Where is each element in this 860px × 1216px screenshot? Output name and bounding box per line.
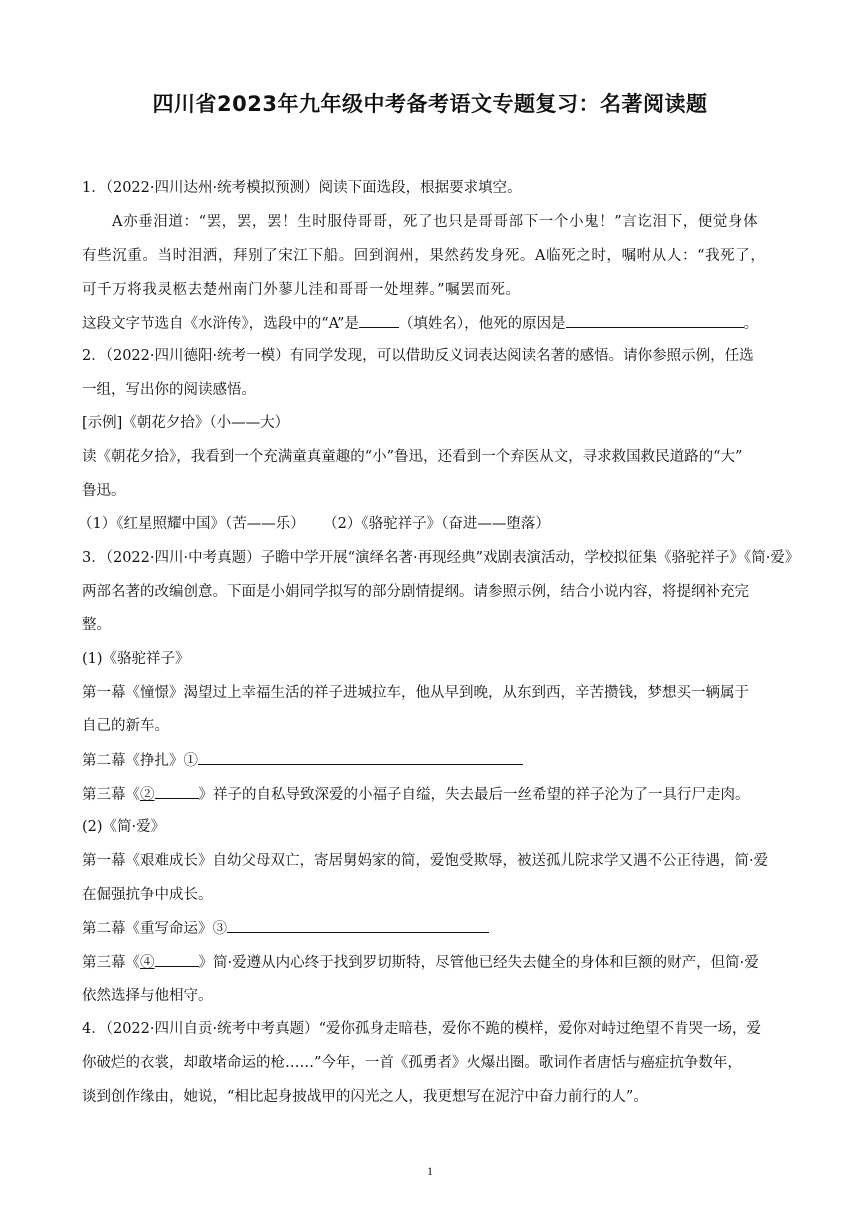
- q3-subheading: (1)《骆驼祥子》: [82, 651, 190, 667]
- q3-act3-text: 》祥子的自私导致深爱的小福子自缢，失去最后一丝希望的祥子沦为了一具行尸走肉。: [198, 787, 750, 803]
- q1-fill-text: （填姓名），他死的原因是: [398, 316, 566, 332]
- q3-act3-line: [82, 952, 782, 973]
- q3-act3-line: [82, 784, 782, 805]
- page-number: 1: [427, 1164, 433, 1178]
- q3-act3-text: 》简·爱遵从内心终于找到罗切斯特，尽管他已经失去健全的身体和巨额的财产，但简·爱: [198, 955, 759, 971]
- q4-line: 谈到创作缘由，她说，“相比起身披战甲的闪光之人，我更想写在泥泞中奋力前行的人”。: [82, 1089, 648, 1105]
- answer-blank-4[interactable]: [155, 952, 199, 967]
- q1-fill-text: 这段文字节选自《水浒传》，选段中的“A”是: [82, 316, 359, 332]
- q3-act3-text: 第三幕《: [82, 955, 140, 971]
- q1-fill-line: [82, 313, 782, 334]
- q3-line: 依然选择与他相守。: [82, 988, 213, 1004]
- blank-number-4: ④: [140, 955, 155, 971]
- q2-example-line: [示例]《朝花夕拾》（小——大）: [82, 415, 290, 431]
- q3-line: 3．（2022·四川·中考真题）子瞻中学开展“演绎名著·再现经典”戏剧表演活动，学校拟征集《骆驼祥子》《简·爱》: [82, 550, 800, 566]
- q2-line: 读《朝花夕拾》，我看到一个充满童真童趣的“小”鲁迅，还看到一个弃医从文，寻求救国救民道路的“大”: [82, 449, 743, 465]
- answer-blank-1[interactable]: [198, 750, 523, 765]
- q3-line: 两部名著的改编创意。下面是小娟同学拟写的部分剧情提纲。请参照示例，结合小说内容，将提纲补充完: [82, 584, 749, 600]
- q3-act2-line: [82, 750, 782, 771]
- q2-options-line: （1）《红星照耀中国》（苦——乐） （2）《骆驼祥子》（奋进——堕落）: [78, 516, 550, 532]
- q3-line: 自己的新车。: [82, 718, 169, 734]
- q4-line: 4．（2022·四川自贡·统考中考真题）“爱你孤身走暗巷，爱你不跪的模样，爱你对峙过绝望不肯哭一场，爱: [82, 1021, 762, 1037]
- answer-blank-3[interactable]: [227, 918, 489, 933]
- blank-number-2: ②: [140, 787, 155, 803]
- q3-line: 第一幕《艰难成长》自幼父母双亡，寄居舅妈家的简，爱饱受欺辱，被送孤儿院求学又遇不公正待遇，简·爱: [82, 853, 769, 869]
- q4-line: 你破烂的衣裳，却敢堵命运的枪……”今年，一首《孤勇者》火爆出圈。歌词作者唐恬与癌症抗争数年，: [82, 1055, 742, 1071]
- answer-blank-2[interactable]: [155, 784, 199, 799]
- q3-act3-text: 第三幕《: [82, 787, 140, 803]
- q2-line: 一组，写出你的阅读感悟。: [82, 382, 256, 398]
- q1-fill-text: 。: [743, 316, 759, 332]
- q1-passage-line: 可千万将我灵柩去楚州南门外蓼儿洼和哥哥一处埋葬。”嘱罢而死。: [82, 282, 521, 298]
- q1-passage-line: 有些沉重。当时泪洒，拜别了宋江下船。回到润州，果然药发身死。A临死之时，嘱咐从人：“我死了，: [82, 248, 766, 264]
- q3-line: 第一幕《憧憬》渴望过上幸福生活的祥子进城拉车，他从早到晚，从东到西，辛苦攒钱，梦想买一辆属于: [82, 685, 749, 701]
- q3-line: 在倔强抗争中成长。: [82, 887, 213, 903]
- q1-passage-line: A亦垂泪道：“罢，罢，罢！生时服侍哥哥，死了也只是哥哥部下一个小鬼！”言讫泪下，便觉身体: [112, 214, 759, 230]
- q3-act2-line: [82, 918, 782, 939]
- q3-line: 整。: [82, 617, 111, 633]
- q3-act2-text: 第二幕《挣扎》①: [82, 753, 198, 769]
- page-title: 四川省2023年九年级中考备考语文专题复习：名著阅读题: [152, 92, 708, 116]
- name-blank[interactable]: [359, 313, 399, 328]
- q3-subheading: (2)《简·爱》: [82, 819, 166, 835]
- q2-line: 鲁迅。: [82, 483, 126, 499]
- q2-line: 2．（2022·四川德阳·统考一模）有同学发现，可以借助反义词表达阅读名著的感悟。请你参照示例，任选: [82, 348, 754, 364]
- q1-header: 1．（2022·四川达州·统考模拟预测）阅读下面选段，根据要求填空。: [82, 180, 522, 196]
- reason-blank[interactable]: [566, 313, 744, 328]
- q3-act2-text: 第二幕《重写命运》③: [82, 921, 227, 937]
